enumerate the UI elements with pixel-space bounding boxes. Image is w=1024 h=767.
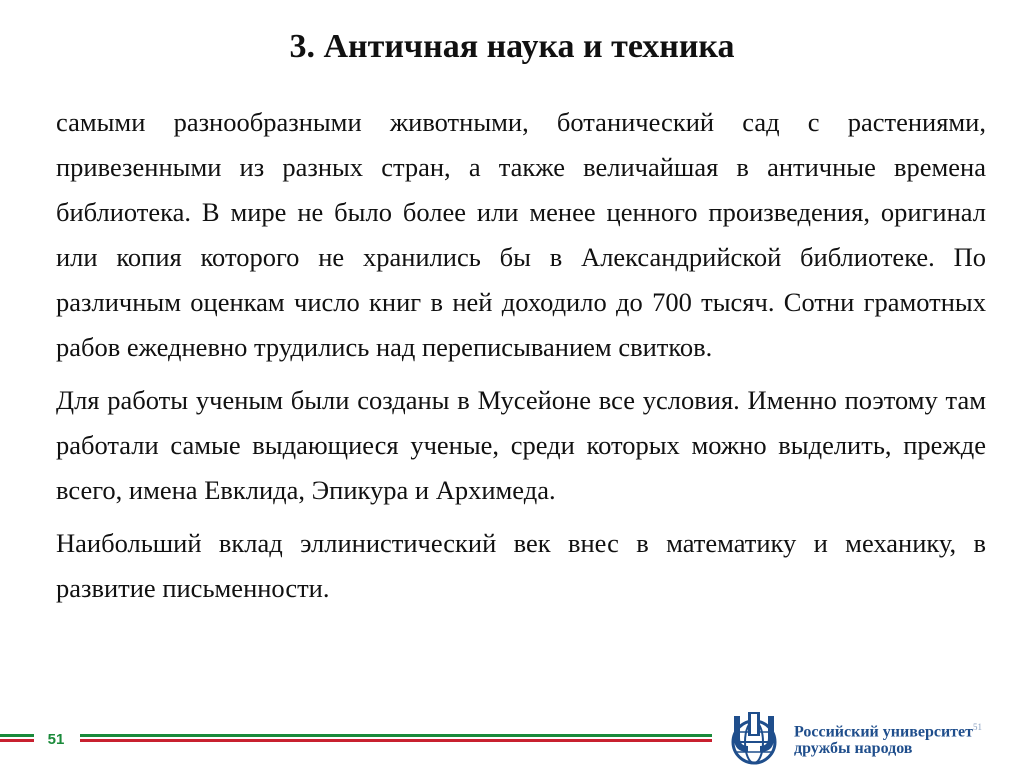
slide-title: 3. Античная наука и техника [289,28,735,65]
footer-stripe-red-left [0,739,34,742]
university-logo-icon [724,712,784,767]
footer-stripe-green-right [80,734,712,737]
university-name-line1: Российский университет [794,723,973,741]
footer-stripe-red-right [80,739,712,742]
university-name-line2: дружбы народов [794,740,913,758]
page-number: 51 [47,731,65,748]
university-name [794,719,982,757]
paragraph-2: Для работы ученым были созданы в Мусейоне все условия. Именно поэтому там работали самые выдающиеся ученые, среди которых можно выделить, прежде всего, имена Евклида, Эпикура и Архимеда. [56,385,986,505]
footer-stripe-green-left [0,734,34,737]
slide-footer [0,712,1024,767]
paragraph-3: Наибольший вклад эллинистический век внес в математику и механику, в развитие письменности. [56,528,986,603]
paragraph-1: самыми разнообразными животными, ботанический сад с растениями, привезенными из разных стран, а также величайшая в античные времена библиотека. В мире не было более или менее ценного произведения, оригинал или копия которого не хранились бы в Александрийской библиотеке. По различным оценкам число книг в ней доходило до 700 тысяч. Сотни грамотных рабов ежедневно трудились над переписыванием свитков. [56,107,986,362]
slide-body [56,100,986,619]
university-name-superscript: 51 [973,722,982,732]
